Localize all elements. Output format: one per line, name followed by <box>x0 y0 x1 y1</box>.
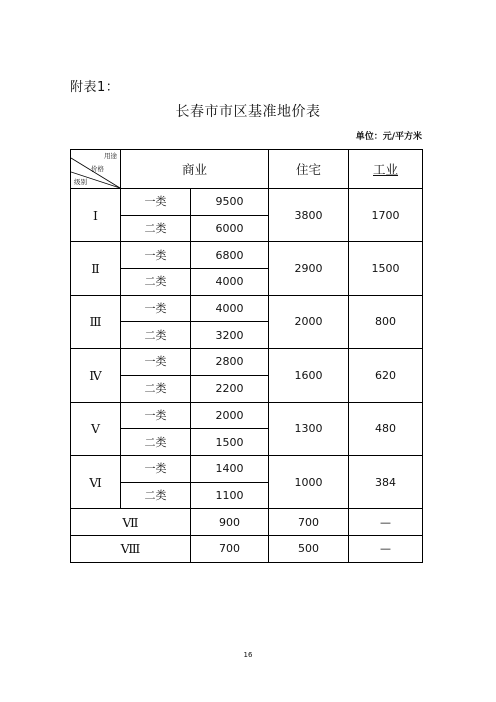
grade-level-cell: Ⅶ <box>71 509 191 536</box>
header-residential: 住宅 <box>269 150 349 189</box>
commercial-price-cell: 2200 <box>191 375 269 402</box>
industrial-price-cell: — <box>349 509 423 536</box>
industrial-price-cell: 620 <box>349 349 423 402</box>
corner-label-use: 用途 <box>104 152 117 160</box>
sub-class-label: 二类 <box>121 429 191 456</box>
sub-class-label: 一类 <box>121 402 191 429</box>
grade-level-cell: Ⅱ <box>71 242 121 295</box>
sub-class-label: 一类 <box>121 295 191 322</box>
commercial-price-cell: 700 <box>191 535 269 562</box>
grade-level-cell: Ⅳ <box>71 349 121 402</box>
commercial-price-cell: 900 <box>191 509 269 536</box>
residential-price-cell: 500 <box>269 535 349 562</box>
sub-class-label: 一类 <box>121 349 191 376</box>
industrial-price-cell: 1700 <box>349 189 423 242</box>
table-row <box>71 402 423 429</box>
residential-price-cell: 1600 <box>269 349 349 402</box>
sub-class-label: 一类 <box>121 189 191 216</box>
table-row <box>71 242 423 269</box>
industrial-price-cell: — <box>349 535 423 562</box>
unit-label: 单位：元/平方米 <box>355 132 422 142</box>
residential-price-cell: 3800 <box>269 189 349 242</box>
residential-price-cell: 700 <box>269 509 349 536</box>
corner-label-price: 价格 <box>91 165 104 173</box>
grade-rows <box>71 189 423 563</box>
commercial-price-cell: 1100 <box>191 482 269 509</box>
land-price-table <box>70 149 423 563</box>
commercial-price-cell: 1400 <box>191 455 269 482</box>
industrial-price-cell: 384 <box>349 455 423 508</box>
sub-class-label: 二类 <box>121 322 191 349</box>
sub-class-label: 二类 <box>121 269 191 296</box>
grade-level-cell: Ⅷ <box>71 535 191 562</box>
residential-price-cell: 1000 <box>269 455 349 508</box>
document-title: 长春市市区基准地价表 <box>175 104 321 120</box>
commercial-price-cell: 3200 <box>191 322 269 349</box>
residential-price-cell: 2900 <box>269 242 349 295</box>
commercial-price-cell: 9500 <box>191 189 269 216</box>
commercial-price-cell: 4000 <box>191 295 269 322</box>
page-number: 16 <box>243 651 253 659</box>
diagonal-header-cell <box>71 150 121 189</box>
commercial-price-cell: 6000 <box>191 215 269 242</box>
sub-class-label: 二类 <box>121 375 191 402</box>
table-header-row <box>71 150 423 189</box>
commercial-price-cell: 6800 <box>191 242 269 269</box>
header-industrial <box>349 150 423 189</box>
sub-class-label: 二类 <box>121 482 191 509</box>
header-commercial: 商业 <box>121 150 269 189</box>
commercial-price-cell: 4000 <box>191 269 269 296</box>
sub-class-label: 二类 <box>121 215 191 242</box>
industrial-price-cell: 480 <box>349 402 423 455</box>
attachment-label: 附表1： <box>70 80 120 95</box>
header-industrial-text: 工业 <box>373 161 399 177</box>
grade-level-cell: Ⅴ <box>71 402 121 455</box>
sub-class-label: 一类 <box>121 455 191 482</box>
table-row <box>71 189 423 216</box>
grade-level-cell: Ⅲ <box>71 295 121 348</box>
residential-price-cell: 2000 <box>269 295 349 348</box>
table-row <box>71 535 423 562</box>
corner-label-level: 级别 <box>74 178 87 186</box>
commercial-price-cell: 2800 <box>191 349 269 376</box>
grade-level-cell: Ⅰ <box>71 189 121 242</box>
commercial-price-cell: 2000 <box>191 402 269 429</box>
industrial-price-cell: 1500 <box>349 242 423 295</box>
residential-price-cell: 1300 <box>269 402 349 455</box>
industrial-price-cell: 800 <box>349 295 423 348</box>
grade-level-cell: Ⅵ <box>71 455 121 508</box>
sub-class-label: 一类 <box>121 242 191 269</box>
table-row <box>71 295 423 322</box>
table-row <box>71 349 423 376</box>
table-row <box>71 455 423 482</box>
commercial-price-cell: 1500 <box>191 429 269 456</box>
table-row <box>71 509 423 536</box>
